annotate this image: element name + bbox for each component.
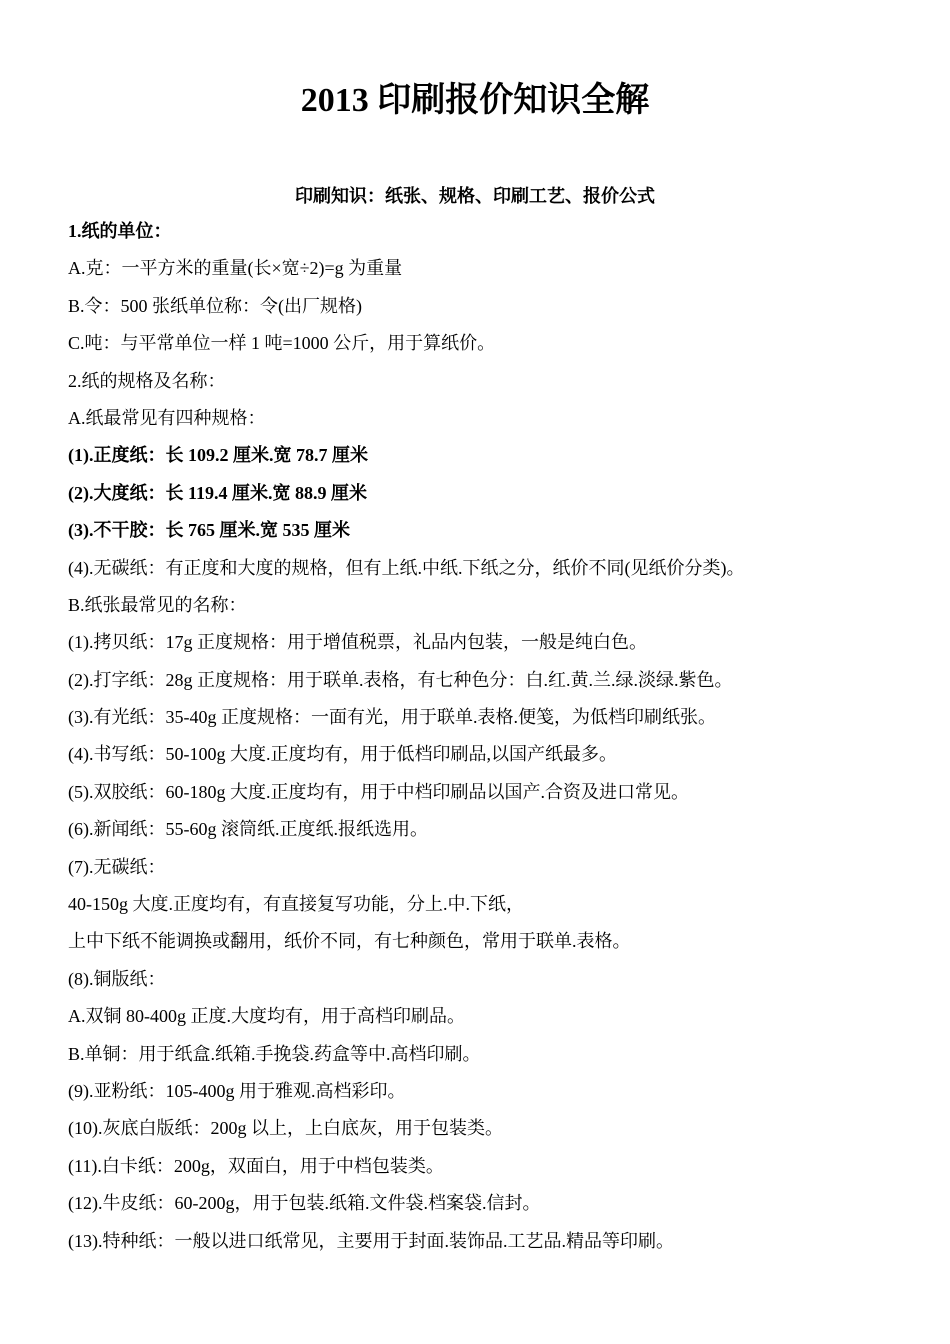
paragraph-line: B.单铜：用于纸盒.纸箱.手挽袋.药盒等中.高档印刷。 (68, 1043, 481, 1064)
paragraph-line: (3).有光纸：35-40g 正度规格：一面有光，用于联单.表格.便笺，为低档印刷纸张。 (68, 707, 716, 728)
paragraph-line: (1).拷贝纸：17g 正度规格：用于增值税票，礼品内包装，一般是纯白色。 (68, 632, 647, 653)
paragraph-line: (11).白卡纸：200g，双面白，用于中档包装类。 (68, 1155, 444, 1176)
paragraph-line: A.克：一平方米的重量(长×宽÷2)=g 为重量 (68, 258, 403, 279)
paragraph-line: (5).双胶纸：60-180g 大度.正度均有，用于中档印刷品以国产.合资及进口常见。 (68, 781, 689, 802)
paragraph-line: 上中下纸不能调换或翻用，纸价不同，有七种颜色，常用于联单.表格。 (68, 931, 631, 952)
paragraph-line: (1).正度纸：长 109.2 厘米.宽 78.7 厘米 (68, 445, 368, 466)
paragraph-line: (10).灰底白版纸：200g 以上，上白底灰，用于包装类。 (68, 1118, 503, 1139)
paragraph-line: (2).打字纸：28g 正度规格：用于联单.表格，有七种色分：白.红.黄.兰.绿.淡绿.紫色。 (68, 669, 733, 690)
paragraph-line: C.吨：与平常单位一样 1 吨=1000 公斤，用于算纸价。 (68, 333, 496, 354)
paragraph-line: B.令：500 张纸单位称：令(出厂规格) (68, 295, 362, 316)
paragraph-line: (6).新闻纸：55-60g 滚筒纸.正度纸.报纸选用。 (68, 819, 428, 840)
paragraph-line: (9).亚粉纸：105-400g 用于雅观.高档彩印。 (68, 1080, 406, 1101)
paragraph-line: 40-150g 大度.正度均有，有直接复写功能，分上.中.下纸， (68, 894, 524, 915)
paragraph-line: B.纸张最常见的名称： (68, 594, 247, 615)
paragraph-line: (4).无碳纸：有正度和大度的规格，但有上纸.中纸.下纸之分，纸价不同(见纸价分类)。 (68, 557, 745, 578)
document-subtitle: 印刷知识：纸张、规格、印刷工艺、报价公式 (295, 186, 655, 206)
paragraph-line: (13).特种纸：一般以进口纸常见，主要用于封面.装饰品.工艺品.精品等印刷。 (68, 1230, 674, 1251)
document-title: 2013 印刷报价知识全解 (300, 82, 650, 119)
paragraph-line: A.纸最常见有四种规格： (68, 407, 266, 428)
paragraph-line: (7).无碳纸： (68, 856, 166, 877)
paragraph-line: (12).牛皮纸：60-200g，用于包装.纸箱.文件袋.档案袋.信封。 (68, 1193, 541, 1214)
document-body (68, 218, 908, 1265)
paragraph-line: (2).大度纸：长 119.4 厘米.宽 88.9 厘米 (68, 482, 367, 503)
paragraph-line: (8).铜版纸： (68, 968, 166, 989)
paragraph-line: (4).书写纸：50-100g 大度.正度均有，用于低档印刷品,以国产纸最多。 (68, 744, 617, 765)
paragraph-line: (3).不干胶：长 765 厘米.宽 535 厘米 (68, 520, 350, 541)
paragraph-line: 2.纸的规格及名称： (68, 370, 226, 391)
paragraph-line: 1.纸的单位： (68, 221, 172, 241)
paragraph-line: A.双铜 80-400g 正度.大度均有，用于高档印刷品。 (68, 1006, 465, 1027)
